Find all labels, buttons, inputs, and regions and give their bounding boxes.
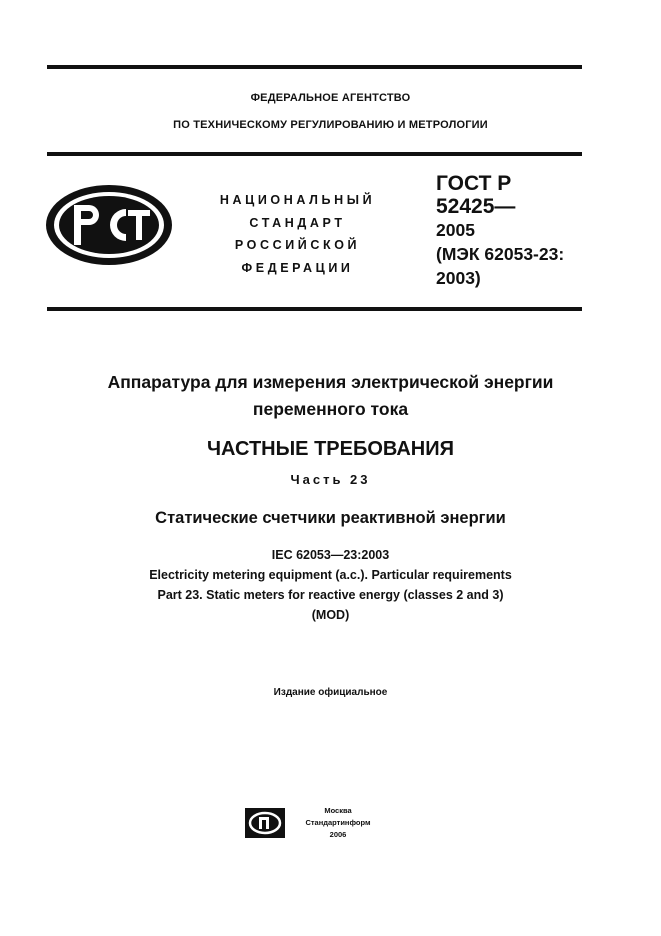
- iec-line-3: Part 23. Static meters for reactive energy (classes 2 and 3): [157, 588, 504, 602]
- gost-line-4: (МЭК 62053-23:: [436, 244, 565, 264]
- agency-line-2: ПО ТЕХНИЧЕСКОМУ РЕГУЛИРОВАНИЮ И МЕТРОЛОГИИ: [173, 119, 488, 131]
- national-line-3: РОССИЙСКОЙ: [234, 238, 361, 252]
- iec-reference: [0, 545, 661, 625]
- title-line-2: переменного тока: [252, 399, 409, 419]
- title-line-1: Аппаратура для измерения электрической энергии: [107, 372, 554, 392]
- iec-line-1: IEC 62053—23:2003: [271, 548, 390, 562]
- standartinform-logo-icon: [245, 808, 285, 838]
- national-line-2: СТАНДАРТ: [249, 215, 346, 230]
- document-subject: Статические счетчики реактивной энергии: [155, 509, 506, 527]
- publisher-name: Стандартинформ: [305, 818, 371, 827]
- gost-line-3: 2005: [436, 220, 475, 240]
- gost-line-1: ГОСТ Р: [436, 172, 512, 195]
- iec-line-4: (MOD): [311, 608, 350, 622]
- rst-certification-logo-icon: [44, 183, 174, 267]
- gost-designation: [436, 172, 596, 290]
- national-line-4: ФЕДЕРАЦИИ: [241, 260, 354, 275]
- gost-line-2: 52425—: [436, 195, 516, 218]
- header-rule: [47, 152, 582, 156]
- requirements-heading: ЧАСТНЫЕ ТРЕБОВАНИЯ: [207, 438, 454, 460]
- document-title: [0, 369, 661, 423]
- gost-line-5: 2003): [436, 268, 481, 288]
- national-line-1: НАЦИОНАЛЬНЫЙ: [219, 193, 376, 207]
- block-rule: [47, 307, 582, 311]
- publisher-year: 2006: [329, 830, 347, 839]
- top-rule: [47, 65, 582, 69]
- national-standard-label: [200, 189, 395, 279]
- edition-label: Издание официальное: [273, 687, 388, 698]
- part-number: Часть 23: [290, 472, 371, 487]
- agency-line-1: ФЕДЕРАЛЬНОЕ АГЕНТСТВО: [250, 92, 411, 104]
- publisher-city: Москва: [324, 806, 352, 815]
- publisher-info: [292, 805, 384, 841]
- iec-line-2: Electricity metering equipment (a.c.). Particular requirements: [149, 568, 512, 582]
